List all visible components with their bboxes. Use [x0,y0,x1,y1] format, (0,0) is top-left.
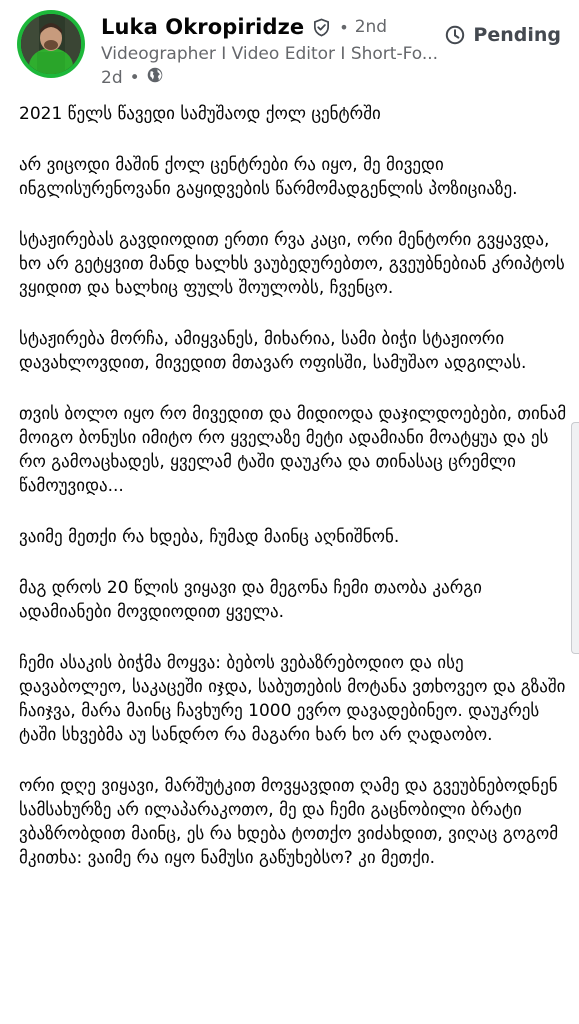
post-paragraph: თვის ბოლო იყო რო მივედით და მიდიოდა დაჯილდოებები, თინამ მოიგო ბონუსი იმიტო რო ყველაზე მეტი ადამიანი მოატყუა და ეს რო გამოაცხადეს, ყველამ ტაში დაუკრა და თინასაც ცრემლი წამოუვიდა... [19,404,567,496]
author-name-row [101,12,387,42]
post-paragraph: ორი დღე ვიყავი, მარშუტკით მოვყავდით ღამე და გვეუბნებოდნენ სამსახურზე არ ილაპარაკოთო, მე და ჩემი გაცნობილი ბრატი ვბაზრობდით მაინც, ეს რა ხდება ტოთქო ვიძახდით, ვიღაც გოგომ მკითხა: ვაიმე რა იყო ნამუსი გაწუხებსო? კი მეთქი. [19,776,559,868]
post-paragraph: 2021 წელს წავედი სამუშაოდ ქოლ ცენტრში [19,104,381,124]
avatar[interactable] [21,14,81,74]
scrollbar-thumb[interactable] [571,422,579,654]
connection-degree: 2nd [354,17,388,37]
post-meta [101,67,163,88]
post-paragraph: მაგ დროს 20 წლის ვიყავი და მეგონა ჩემი თაობა კარგი ადამიანები მოვდიოდით ყველა. [19,578,482,622]
post-header [0,0,579,100]
post-paragraph: ჩემი ასაკის ბიჭმა მოყვა: ბებოს ვებაზრებოდიო და ისე დავაბოლეო, საკაცეში იჯდა, საბუთების მოტანა ვთხოვეო და გზაში ჩაიჯვა, მარა მაინც ჩავხურე 1000 ევრო დავადებინეო. დაუკრეს ტაში სხვებმა აუ სანდრო რა მაგარი ხარ ხო არ ღადაობო. [19,653,566,745]
clock-icon [445,25,465,45]
pending-button[interactable] [445,24,561,46]
post-text [19,102,567,897]
separator-dot: • [129,67,140,88]
verified-shield-icon [312,18,331,37]
post-paragraph: არ ვიცოდი მაშინ ქოლ ცენტრები რა იყო, მე მივედი ინგლისურენოვანი გაყიდვების წარმომადგენლის პოზიციაზე. [19,155,518,199]
post-paragraph: ვაიმე მეთქი რა ხდება, ჩუმად მაინც აღნიშნონ. [19,527,400,547]
post-time: 2d [101,67,123,88]
post-paragraph: სტაჟირება მორჩა, ამიყვანეს, მიხარია, სამი ბიჭი სტაჟიორი დავახლოვდით, მივედით მთავარ ოფისში, სამუშაო ადგილას. [19,329,527,373]
author-headline: Videographer I Video Editor I Short-Fo... [101,44,439,64]
post-paragraph: სტაჟირებას გავდიოდით ერთი რვა კაცი, ორი მენტორი გვყავდა, ხო არ გეტყვით მანდ ხალხს ვაუბედურებთო, გვეუბნებიან კრიპტოს ვყიდით და ხალხიც ფულს შოულობს, ჩვენცო. [19,230,565,298]
profile-photo [21,14,81,74]
pending-label: Pending [473,24,561,46]
separator-dot: • [339,17,349,37]
globe-icon [147,67,163,88]
author-name[interactable]: Luka Okropiridze [101,15,305,39]
